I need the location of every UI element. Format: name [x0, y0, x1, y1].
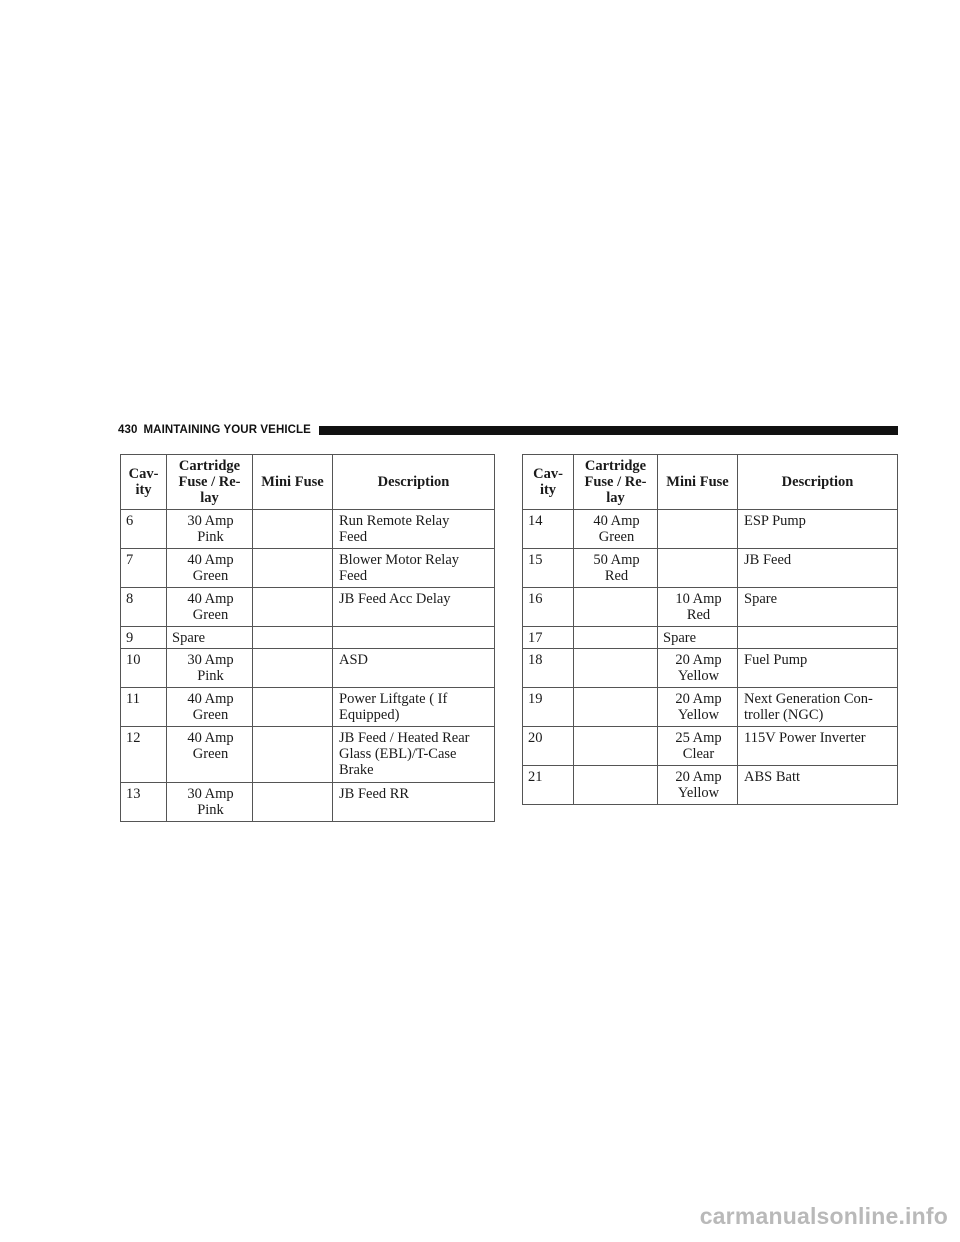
table-row: [523, 688, 898, 727]
cell-cartridge: 30 Amp Pink: [167, 783, 253, 822]
header-rule: [319, 426, 898, 435]
cell-description: ESP Pump: [738, 510, 898, 549]
cell-cavity: 14: [523, 510, 574, 549]
cell-cavity: 21: [523, 766, 574, 805]
table-header-row: [121, 455, 495, 510]
cell-description: [738, 627, 898, 649]
cell-cavity: 7: [121, 549, 167, 588]
cell-description: JB Feed RR: [333, 783, 495, 822]
table-row: [523, 766, 898, 805]
cell-cavity: 10: [121, 649, 167, 688]
cell-cartridge: 40 Amp Green: [167, 727, 253, 783]
cell-mini-fuse: [253, 588, 333, 627]
cell-description: ABS Batt: [738, 766, 898, 805]
cell-description: Run Remote Relay Feed: [333, 510, 495, 549]
fuse-table-right: [522, 454, 898, 805]
column-header-cavity: Cav- ity: [121, 455, 167, 510]
cell-mini-fuse: [253, 627, 333, 649]
column-header-description: Description: [738, 455, 898, 510]
cell-cartridge: 50 Amp Red: [574, 549, 658, 588]
table-row: [121, 783, 495, 822]
column-header-mini-fuse: Mini Fuse: [253, 455, 333, 510]
cell-cavity: 9: [121, 627, 167, 649]
cell-cartridge: 40 Amp Green: [574, 510, 658, 549]
cell-description: JB Feed Acc Delay: [333, 588, 495, 627]
cell-cartridge: 40 Amp Green: [167, 588, 253, 627]
column-header-mini-fuse: Mini Fuse: [658, 455, 738, 510]
cell-description: Fuel Pump: [738, 649, 898, 688]
cell-description: Next Generation Con- troller (NGC): [738, 688, 898, 727]
cell-cartridge: [574, 688, 658, 727]
cell-cavity: 12: [121, 727, 167, 783]
table-row: [121, 649, 495, 688]
cell-mini-fuse: 10 Amp Red: [658, 588, 738, 627]
cell-cartridge: [574, 588, 658, 627]
cell-description: JB Feed / Heated Rear Glass (EBL)/T-Case Brake: [333, 727, 495, 783]
cell-mini-fuse: 20 Amp Yellow: [658, 649, 738, 688]
cell-mini-fuse: [253, 510, 333, 549]
table-row: [121, 627, 495, 649]
cell-cavity: 6: [121, 510, 167, 549]
cell-mini-fuse: [658, 510, 738, 549]
cell-mini-fuse: 25 Amp Clear: [658, 727, 738, 766]
cell-description: [333, 627, 495, 649]
cell-cavity: 18: [523, 649, 574, 688]
cell-cavity: 16: [523, 588, 574, 627]
cell-description: Spare: [738, 588, 898, 627]
cell-description: JB Feed: [738, 549, 898, 588]
cell-cavity: 11: [121, 688, 167, 727]
cell-mini-fuse: [253, 727, 333, 783]
column-header-description: Description: [333, 455, 495, 510]
cell-cavity: 19: [523, 688, 574, 727]
table-row: [121, 588, 495, 627]
cell-cartridge: [574, 727, 658, 766]
cell-mini-fuse: [253, 688, 333, 727]
column-header-cartridge: Cartridge Fuse / Re- lay: [167, 455, 253, 510]
cell-description: Blower Motor Relay Feed: [333, 549, 495, 588]
cell-mini-fuse: 20 Amp Yellow: [658, 766, 738, 805]
table-row: [523, 549, 898, 588]
table-row: [121, 727, 495, 783]
page-header: [118, 422, 898, 438]
cell-cartridge: 30 Amp Pink: [167, 649, 253, 688]
table-row: [121, 688, 495, 727]
cell-cartridge: Spare: [167, 627, 253, 649]
table-row: [121, 549, 495, 588]
cell-cartridge: 40 Amp Green: [167, 549, 253, 588]
cell-mini-fuse: 20 Amp Yellow: [658, 688, 738, 727]
table-row: [523, 727, 898, 766]
table-row: [523, 627, 898, 649]
cell-mini-fuse: Spare: [658, 627, 738, 649]
cell-description: ASD: [333, 649, 495, 688]
cell-cavity: 17: [523, 627, 574, 649]
cell-mini-fuse: [658, 549, 738, 588]
cell-cavity: 20: [523, 727, 574, 766]
cell-description: 115V Power Inverter: [738, 727, 898, 766]
page-number: 430: [118, 424, 138, 436]
table-header-row: [523, 455, 898, 510]
cell-description: Power Liftgate ( If Equipped): [333, 688, 495, 727]
cell-cartridge: [574, 766, 658, 805]
table-row: [121, 510, 495, 549]
cell-cavity: 15: [523, 549, 574, 588]
cell-cavity: 8: [121, 588, 167, 627]
cell-cartridge: 30 Amp Pink: [167, 510, 253, 549]
table-row: [523, 588, 898, 627]
fuse-table-left: [120, 454, 495, 822]
cell-cartridge: 40 Amp Green: [167, 688, 253, 727]
cell-mini-fuse: [253, 649, 333, 688]
cell-cartridge: [574, 627, 658, 649]
cell-mini-fuse: [253, 783, 333, 822]
cell-mini-fuse: [253, 549, 333, 588]
section-title: MAINTAINING YOUR VEHICLE: [143, 424, 311, 436]
table-row: [523, 649, 898, 688]
cell-cavity: 13: [121, 783, 167, 822]
cell-cartridge: [574, 649, 658, 688]
watermark: carmanualsonline.info: [699, 1203, 948, 1229]
column-header-cartridge: Cartridge Fuse / Re- lay: [574, 455, 658, 510]
table-row: [523, 510, 898, 549]
column-header-cavity: Cav- ity: [523, 455, 574, 510]
